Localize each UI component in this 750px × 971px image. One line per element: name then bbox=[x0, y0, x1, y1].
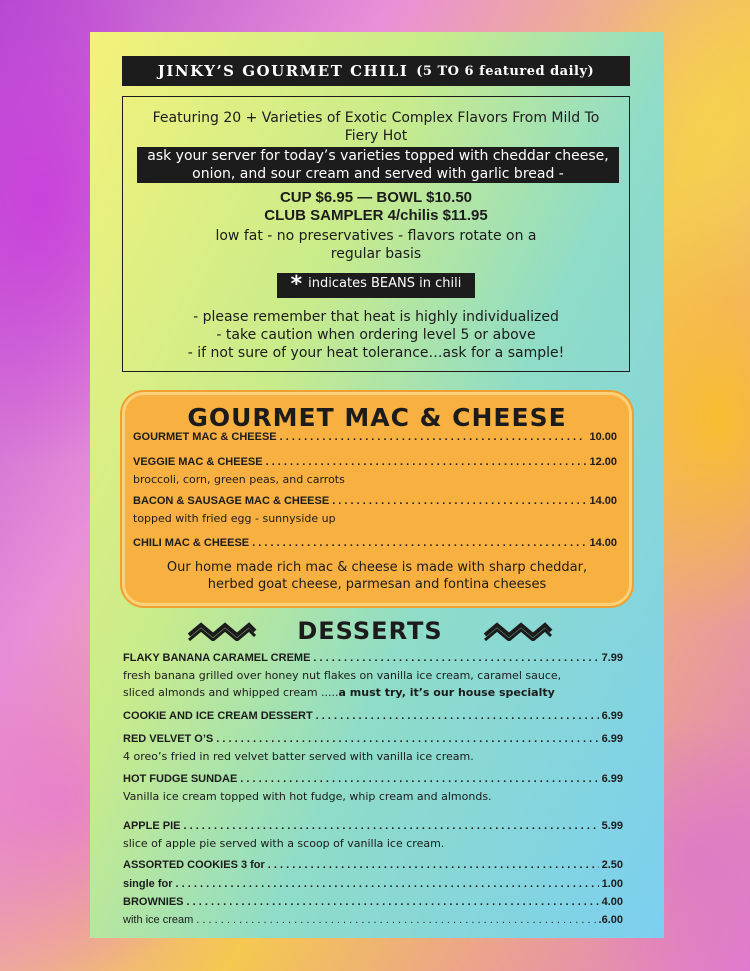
chili-warning-1: - please remember that heat is highly individualized bbox=[193, 309, 559, 325]
zigzag-right-icon bbox=[483, 621, 553, 641]
mac-cheese-note bbox=[125, 559, 629, 593]
desserts-heading bbox=[180, 616, 560, 646]
chili-ask-server bbox=[137, 147, 619, 183]
beans-star-icon: * bbox=[290, 272, 303, 297]
beans-legend-text: indicates BEANS in chili bbox=[308, 276, 462, 291]
menu-item-name: VEGGIE MAC & CHEESE bbox=[133, 456, 263, 468]
chili-price-sampler: CLUB SAMPLER 4/chilis $11.95 bbox=[264, 207, 488, 224]
menu-item bbox=[123, 733, 623, 745]
desserts-title: DESSERTS bbox=[297, 617, 443, 645]
menu-item-name: with ice cream bbox=[123, 914, 194, 926]
chili-featuring-line-2: Fiery Hot bbox=[344, 128, 408, 144]
menu-item-price: 6.99 bbox=[601, 733, 623, 745]
chili-ask-line-1: ask your server for today’s varieties topped with cheddar cheese, bbox=[147, 148, 609, 164]
house-specialty-text: a must try, it’s our house specialty bbox=[338, 686, 555, 699]
menu-item-price: .6.00 bbox=[598, 914, 623, 926]
menu-item-price: 14.00 bbox=[589, 537, 617, 549]
chili-prices bbox=[123, 189, 629, 225]
menu-item bbox=[123, 859, 623, 871]
chili-price-cup-bowl: CUP $6.95 — BOWL $10.50 bbox=[279, 189, 473, 206]
chili-info-box bbox=[122, 96, 630, 372]
chili-featuring bbox=[133, 109, 619, 145]
menu-item-price: 4.00 bbox=[601, 896, 623, 908]
leader-dots bbox=[196, 914, 595, 926]
chili-lowfat-line-1: low fat - no preservatives - flavors rotate on a bbox=[215, 228, 537, 244]
menu-item bbox=[123, 896, 623, 908]
menu-item bbox=[123, 710, 623, 722]
menu-item-name: BACON & SAUSAGE MAC & CHEESE bbox=[133, 495, 330, 507]
menu-item-name: FLAKY BANANA CARAMEL CREME bbox=[123, 652, 311, 664]
menu-item-desc: broccoli, corn, green peas, and carrots bbox=[133, 473, 345, 486]
mac-note-line-2: herbed goat cheese, parmesan and fontina cheeses bbox=[207, 577, 547, 592]
menu-item-price: 7.99 bbox=[601, 652, 623, 664]
menu-item-name: single for bbox=[123, 878, 173, 890]
chili-featuring-line-1: Featuring 20 + Varieties of Exotic Complex Flavors From Mild To bbox=[152, 110, 600, 126]
leader-dots bbox=[313, 652, 598, 664]
menu-item-desc-text: sliced almonds and whipped cream ..... bbox=[123, 686, 339, 699]
menu-item-name: COOKIE AND ICE CREAM DESSERT bbox=[123, 710, 313, 722]
menu-item-name: BROWNIES bbox=[123, 896, 184, 908]
menu-item bbox=[133, 456, 617, 468]
chili-title-bar bbox=[122, 56, 630, 86]
menu-item-price: 12.00 bbox=[589, 456, 617, 468]
chili-lowfat bbox=[183, 227, 569, 263]
menu-item-name: GOURMET MAC & CHEESE bbox=[133, 431, 277, 443]
menu-item-name: ASSORTED COOKIES 3 for bbox=[123, 859, 265, 871]
menu-item bbox=[123, 773, 623, 785]
menu-item-price: 14.00 bbox=[589, 495, 617, 507]
menu-item-price: 10.00 bbox=[589, 431, 617, 443]
leader-dots bbox=[216, 733, 598, 745]
beans-legend bbox=[277, 273, 476, 298]
menu-item-name: HOT FUDGE SUNDAE bbox=[123, 773, 238, 785]
menu-item-desc: slice of apple pie served with a scoop of vanilla ice cream. bbox=[123, 837, 445, 850]
chili-warning-2: - take caution when ordering level 5 or above bbox=[216, 327, 536, 343]
menu-item-price: 1.00 bbox=[601, 878, 623, 890]
menu-item-desc bbox=[123, 686, 555, 699]
menu-item-price: 6.99 bbox=[601, 773, 623, 785]
leader-dots bbox=[187, 896, 599, 908]
leader-dots bbox=[176, 878, 599, 890]
menu-item bbox=[133, 431, 617, 443]
menu-item-name: CHILI MAC & CHEESE bbox=[133, 537, 250, 549]
chili-ask-line-2: onion, and sour cream and served with garlic bread - bbox=[192, 166, 564, 182]
menu-item bbox=[123, 820, 623, 832]
leader-dots bbox=[266, 456, 587, 468]
leader-dots bbox=[316, 710, 599, 722]
leader-dots bbox=[183, 820, 598, 832]
menu-item-price: 2.50 bbox=[601, 859, 623, 871]
leader-dots bbox=[332, 495, 586, 507]
chili-warning-3: - if not sure of your heat tolerance…ask for a sample! bbox=[187, 345, 565, 361]
menu-item-desc: Vanilla ice cream topped with hot fudge, whip cream and almonds. bbox=[123, 790, 492, 803]
menu-item-price: 5.99 bbox=[601, 820, 623, 832]
leader-dots bbox=[268, 859, 599, 871]
menu-item bbox=[133, 495, 617, 507]
chili-title: JINKY’S GOURMET CHILI bbox=[157, 62, 409, 80]
menu-item-price: 6.99 bbox=[601, 710, 623, 722]
mac-note-line-1: Our home made rich mac & cheese is made with sharp cheddar, bbox=[166, 560, 588, 575]
menu-item bbox=[123, 914, 623, 926]
leader-dots bbox=[280, 431, 587, 443]
menu-item-desc: topped with fried egg - sunnyside up bbox=[133, 512, 336, 525]
menu-item bbox=[133, 537, 617, 549]
menu-item-name: APPLE PIE bbox=[123, 820, 181, 832]
mac-cheese-title: GOURMET MAC & CHEESE bbox=[187, 403, 567, 432]
menu-item bbox=[123, 652, 623, 664]
menu-item-desc: 4 oreo’s fried in red velvet batter served with vanilla ice cream. bbox=[123, 750, 474, 763]
chili-lowfat-line-2: regular basis bbox=[330, 246, 422, 262]
menu-item bbox=[123, 878, 623, 890]
zigzag-left-icon bbox=[187, 621, 257, 641]
leader-dots bbox=[252, 537, 586, 549]
chili-title-sub: (5 TO 6 featured daily) bbox=[416, 63, 595, 79]
chili-warnings bbox=[123, 308, 629, 362]
menu-item-desc: fresh banana grilled over honey nut flakes on vanilla ice cream, caramel sauce, bbox=[123, 669, 562, 682]
leader-dots bbox=[240, 773, 598, 785]
menu-item-name: RED VELVET O’S bbox=[123, 733, 214, 745]
